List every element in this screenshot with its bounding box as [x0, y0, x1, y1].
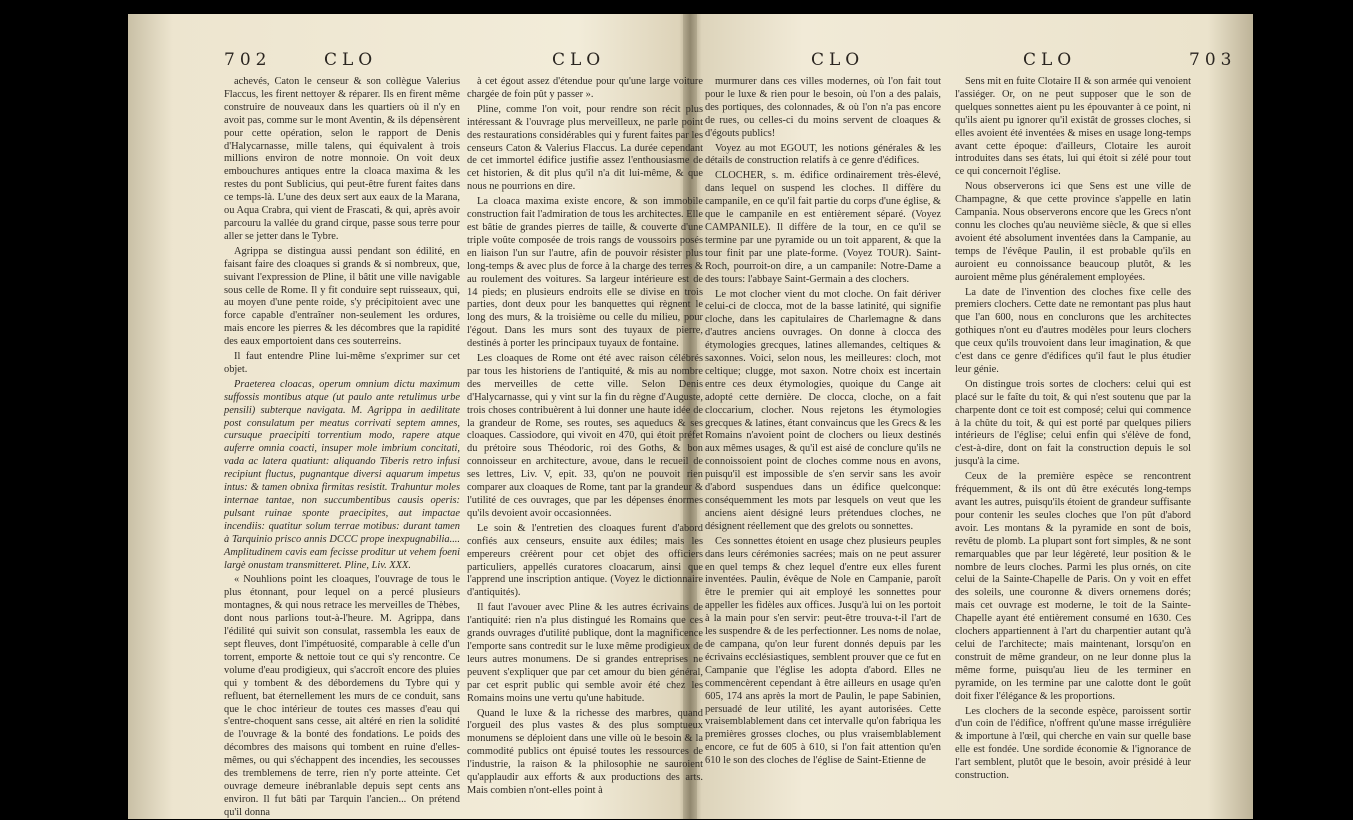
right-page-column-2	[955, 76, 1191, 806]
paragraph: Les clochers de la seconde espèce, paroissent sortir d'un coin de l'édifice, n'offrent qu'une masse irrégulière & importune à l'œil, qui cherche en vain sur quelle base elle est fondée. Une sordide économie & l'ignorance de l'art semblent, plutôt que le besoin, avoir présidé à leur construction.	[955, 705, 1191, 782]
paragraph: La date de l'invention des cloches fixe celle des premiers clochers. Cette date ne remontant pas plus haut que l'an 600, nous en conclurons que les architectes gothiques n'ont eu d'autres modèles pour leurs clochers que ceux qu'ils trouvoient dans leur imagination, & que c'est dans ce genre d'édifices qu'il faut le plus étudier leur génie.	[955, 286, 1191, 375]
entry-clocher: CLOCHER, s. m. édifice ordinairement très-élevé, dans lequel on suspend les cloches. Il diffère du campanile, en ce qu'il fait partie du corps d'une église, & que le campanile en est entièrement séparé. (Voyez CAMPANILE). Il diffère de la tour, en ce qu'il se termine par une pyramide ou un toit apparent, & que la tour finit par une plate-forme. (Voyez TOUR). Saint-Roch, pourroit-on dire, a un campanile: Notre-Dame a des tours: l'abbaye Saint-Germain a des clochers.	[705, 170, 941, 285]
paragraph: Il faut entendre Pline lui-même s'exprimer sur cet objet.	[224, 351, 460, 375]
paragraph: Les cloaques de Rome ont été avec raison célébrés par tous les historiens de l'antiquité, & mis au nombre des merveilles de cette ville. Selon Denis d'Halycarnasse, qui y vint sur la fin du règne d'Auguste, trois choses contribuèrent à lui donner une haute idée de la grandeur de Rome, ses routes, ses aqueducs & ses cloaques. Cassiodore, qui vivoit en 470, qui étoit préfet du prétoire sous Théodoric, roi des Goths, & bon connoisseur en architecture, avoue, dans le recueil de ses lettres, Liv. V, epit. 33, qu'on ne pouvoit rien comparer aux cloaques de Rome, tant par la grandeur & l'utilité de ces ouvrages, que par les dépenses énormes qu'ils devoient avoir occasionnées.	[467, 353, 703, 519]
page-number: 702	[224, 50, 272, 70]
header-right-word: CLO	[1023, 50, 1077, 70]
paragraph: Quand le luxe & la richesse des marbres, quand l'orgueil des plus vastes & des plus somptueux monumens se déploient dans une ville où le besoin & la commodité publics ont épuisé toutes les ressources de l'industrie, la raison & la philosophie ne sauroient qu'applaudir aux efforts & aux productions des arts. Mais combien n'ont-elles point à	[467, 707, 703, 796]
paragraph: On distingue trois sortes de clochers: celui qui est placé sur le faîte du toit, & qui n'est soutenu que par la charpente dont ce toit est composé; celui qui commence à la chûte du toit, & qui est porté par quelques piliers intérieurs de l'église; celui enfin qui s'élève de fond, c'est-à-dire, dont on fait la construction depuis le sol jusqu'à la cime.	[955, 378, 1191, 468]
left-page-header	[128, 50, 688, 74]
paragraph: Agrippa se distingua aussi pendant son édilité, en faisant faire des cloaques si grands & si nombreux, que, suivant l'expression de Pline, il bâtit une ville navigable sous celle de Rome. Il y fit conduire sept ruisseaux, qui, au moyen d'une pente roide, s'y précipitoient avec une force capable d'entraîner non-seulement les ordures, mais encore les pierres & les décombres que la rapidité des eaux emportoient dans ces souterreins.	[224, 245, 460, 348]
paragraph: Le mot clocher vient du mot cloche. On fait dériver celui-ci de clocca, mot de la basse latinité, qui signifie cloche, dans les capitulaires de Charlemagne & dans d'autres anciens ouvrages. On donne à clocca des étymologies grecques, latines allemandes, celtiques & saxonnes. Voici, selon nous, les meilleures: cloch, mot celtique; clugge, mot saxon. Notre choix est incertain entre ces deux étymologies, quoique du Cange ait adopté cette dernière. De clocca, cloche, on a fait cloccarium, clocher. Nous rejetons les étymologies grecques & latines, étant convaincus que les Grecs & les Romains n'avoient point de clochers ou lieux destinés aux mêmes usages, & qu'il est aisé de conclure qu'ils ne connoissoient point de cloches comme nous en avons, puisqu'il est impossible de s'en servir sans les avoir d'abord suspendues dans un édifice quelconque: conséquemment les mots par lesquels on veut que les anciens aient désigné leurs prétendues cloches, ne désignent réellement que des grelots ou sonnettes.	[705, 288, 941, 532]
header-left-word: CLO	[324, 50, 378, 70]
left-page	[128, 14, 703, 819]
paragraph: « Nouhlions point les cloaques, l'ouvrage de tous le plus étonnant, pour lequel on a percé plusieurs montagnes, & qui nous retrace les merveilles de Thèbes, dont nous parlions tout-à-l'heure. M. Agrippa, dans l'édilité qui suivit son consulat, rassembla les eaux de sept fleuves, dont l'impétuosité, comparable à celle d'un torrent, emporte & nettoie tout ce qui s'y rencontre. Ce volume d'eau prodigieux, qui s'accroît encore des pluies qui y tombent & des débordemens du Tybre qui y refluent, bat éternellement les murs de ce conduit, sans que le choc intérieur de toutes ces masses d'eau qui s'entre-choquent sans cesse, ait altéré en rien la solidité de l'ouvrage & la bonté des fondations. Le poids des décombres des maisons qui tombent en ruine d'elles-mêmes, ou qui s'échappent des incendies, les secousses des tremblemens de terre, rien n'y porte atteinte. Cet ouvrage demeure inébranlable depuis sept cents ans environ. Il fut bâti par Tarquin l'ancien... On prétend qu'il donna	[224, 574, 460, 818]
right-page-column-1	[705, 76, 941, 806]
paragraph: achevés, Caton le censeur & son collègue Valerius Flaccus, les firent nettoyer & réparer. Ils en firent même construire de nouveaux dans les quartiers où il n'y en avoit pas, comme sur le mont Aventin, & ils dépensèrent pour cette opération, selon le rapport de Denis d'Halycarnasse, mille talens, qui équivalent à trois millions environ de notre monnoie. On voit deux embouchures antiques entre la cloaca maxima & les restes du pont Sublicius, qui peut-être furent faites dans ce temps-là. L'une des deux sert aux eaux de la Marana, ou Aqua Crabra, qui vient de Frascati, & qui, après avoir parcouru la vallée du grand cirque, passe sous terre pour aller se jetter dans le Tybre.	[224, 76, 460, 242]
right-page-header	[693, 50, 1253, 74]
paragraph: Ces sonnettes étoient en usage chez plusieurs peuples dans leurs cérémonies sacrées; mais on ne peut assurer en quel temps & chez lequel d'entre eux elles furent inventées. Paulin, évêque de Nole en Campanie, paroît être le premier qui ait employé les sonnettes pour appeller les fidèles aux offices. Jusqu'à lui on les portoit à la main pour s'en servir: peut-être trouva-t-il l'art de les suspendre & de les perfectionner. Les noms de nolae, de campana, qu'on leur furent donnés depuis par les écrivains ecclésiastiques, semblent prouver que ce fut en Campanie que l'église les adopta d'abord. Elles ne commencèrent cependant à être ailleurs en usage qu'en 605, 174 ans après la mort de Paulin, le pape Sabinien, persuadé de leur utilité, les ayant autorisées. Cette vraisemblablement dans cet intervalle qu'on fabriqua les premières grosses cloches, ou plus vraisemblablement encore, ce fut de 605 à 610, si l'on fait attention qu'en 610 le son des cloches de l'église de Saint-Etienne de	[705, 535, 941, 767]
paragraph: murmurer dans ces villes modernes, où l'on fait tout pour le luxe & rien pour le besoin, où l'on a des palais, des portiques, des colonnades, & où l'on n'a pas encore de rues, ou celles-ci du moins servent de cloaques & d'égouts publics!	[705, 76, 941, 139]
paragraph: La cloaca maxima existe encore, & son immobile construction fait l'admiration de tous les architectes. Elle est bâtie de grandes pierres de taille, & couverte d'une triple voûte composée de trois rangs de voussoirs posés en liaison l'un sur l'autre, afin de pouvoir résister plus long-temps & avec plus de force à la charge des terres & au roulement des voitures. Sa largeur intérieure est de 14 pieds; en plusieurs endroits elle se divise en trois parties, dont deux pour les banquettes qui règnent le long des murs, & la troisième ou celle du milieu, pour l'égout. Dans les murs sont des tuyaux de pierre, destinés à porter les principaux tuyaux de fontaine.	[467, 196, 703, 350]
paragraph: Le soin & l'entretien des cloaques furent d'abord confiés aux censeurs, ensuite aux édiles; mais les empereurs créèrent pour cet objet des officiers particuliers, appellés curatores cloacarum, ainsi que l'apprend une inscription antique. (Voyez le dictionnaire d'antiquités).	[467, 522, 703, 599]
header-right-word: CLO	[552, 50, 606, 70]
paragraph: à cet égout assez d'étendue pour qu'une large voiture chargée de foin pût y passer ».	[467, 76, 703, 100]
paragraph: Voyez au mot EGOUT, les notions générales & les détails de construction relatifs à ce genre d'édifices.	[705, 142, 941, 167]
paragraph: Il faut l'avouer avec Pline & les autres écrivains de l'antiquité: rien n'a plus distingué les Romains que ces grands ouvrages d'utilité publique, dont la magnificence l'emporte sans contredit sur le luxe même prodigieux de leurs autres monumens. De si grandes entreprises ne peuvent s'expliquer que par cet amour du bien général, par cet esprit public qui semble avoir été chez les Romains moins une vertu qu'une habitude.	[467, 602, 703, 704]
paragraph: Pline, comme l'on voit, pour rendre son récit plus intéressant & l'ouvrage plus merveilleux, ne parle point des restaurations considérables qui y furent faites par les censeurs Caton & Valerius Flaccus. La durée cependant de cet immortel édifice justifie assez l'enthousiasme de cet historien, & dit plus qu'il n'a dit lui-même, & que nous ne pourrions en dire.	[467, 103, 703, 193]
right-page	[693, 14, 1253, 819]
open-book	[128, 14, 1253, 819]
left-page-column-1	[224, 76, 460, 818]
paragraph: Ceux de la première espèce se rencontrent fréquemment, & ils ont dû être exécutés long-temps avant les autres, puisqu'ils étoient de grandeur suffisante pour contenir les seules cloches que l'on pût d'abord avoir. Les montans & la pyramide en sont de bois, revêtu de plomb. La plupart sont fort simples, & ne sont remarquables que par leur légèreté, leur position & le nombre de leurs cloches. Parmi les plus ornés, on cite celui de la Sainte-Chapelle de Paris. On y voit en effet des soleils, une couronne & divers ornemens dorés; mais cet ouvrage est moderne, le toit de la Sainte-Chapelle ayant été entièrement consumé en 1630. Ces clochers appartiennent à l'art du charpentier autant qu'à celui de l'architecte; mais maintenant, lorsqu'on en construit de même grandeur, on ne leur donne plus la même forme, puisqu'au lieu de les terminer en pyramide, on les termine par une calotte dont le goût doit fixer l'élégance & les proportions.	[955, 471, 1191, 702]
left-page-column-2	[467, 76, 703, 806]
latin-quotation: Praeterea cloacas, operum omnium dictu maximum suffossis montibus atque (ut paulo ante retulimus urbe pensili) subterque navigata. M. Agrippa in aedilitate post consulatum per meatus corrivati septem amnes, cursuque praecipiti torrentium modo, rapere atque auferre omnia coacti, insuper mole imbrium concitati, vada ac latera quatiunt: aliquando Tiberis retro infusi recipiunt fluctus, pugnantque diversi aquarum impetus intus: & tamen obnixa firmitas resistit. Trahuntur moles internae tantae, non succumbentibus causis operis: pulsant ruinae sponte praecipites, aut impactae incendiis: quatitur solum terrae motibus: durant tamen à Tarquinio prisco annis DCCC prope inexpugnabilia.... Amplitudinem cavis eam fecisse proditur ut vehem foeni largè onustam transmitteret. Pline, Liv. XXX.	[224, 378, 460, 571]
page-number: 703	[1189, 50, 1237, 70]
header-left-word: CLO	[811, 50, 865, 70]
paragraph: Sens mit en fuite Clotaire II & son armée qui venoient l'assiéger. Or, on ne peut supposer que le son de quelques sonnettes aient pu les épouvanter à ce point, ni qu'ils aient pu ignorer qu'il existât de grosses cloches, si elles avoient été inventées & mises en usage long-temps avant cette époque: d'ailleurs, Clotaire les auroit introduites dans ses états, lui qui étoit si zélé pour tout ce qui concernoit l'église.	[955, 76, 1191, 178]
paragraph: Nous observerons ici que Sens est une ville de Champagne, & que cette province s'appelle en latin Campania. Nous observerons encore que les Grecs n'ont connu les cloches qu'au neuvième siècle, & que si elles avoient été absolument inventées dans la Campanie, au temps de l'évêque Paulin, il est probable qu'ils en auroient eu connoissance beaucoup plutôt, & les auroient même plus généralement employées.	[955, 181, 1191, 283]
